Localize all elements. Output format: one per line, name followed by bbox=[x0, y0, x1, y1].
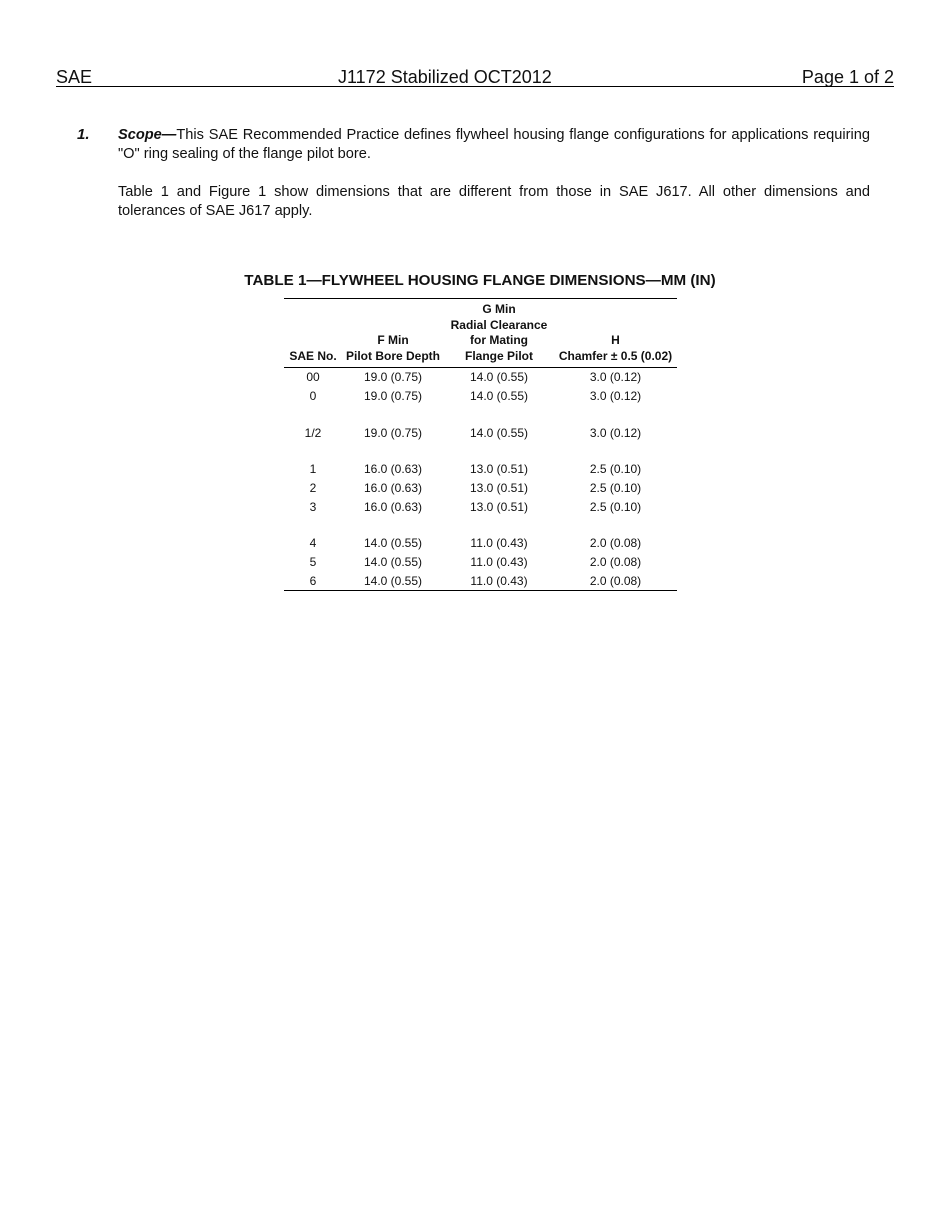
cell-g-min: 13.0 (0.51) bbox=[469, 499, 529, 514]
cell-sae-no: 00 bbox=[306, 370, 320, 385]
cell-f-min: 14.0 (0.55) bbox=[363, 536, 423, 551]
cell-h-chamfer: 2.5 (0.10) bbox=[589, 499, 642, 514]
table-row bbox=[284, 497, 677, 516]
cell-f-min: 16.0 (0.63) bbox=[363, 481, 423, 496]
table-row bbox=[284, 405, 677, 442]
col-header-h-chamfer bbox=[554, 299, 677, 368]
scope-text: This SAE Recommended Practice defines flywheel housing flange configurations for applications requiring "O" ring sealing of the flange pilot bore. bbox=[118, 127, 870, 162]
cell-sae-no: 6 bbox=[284, 572, 342, 591]
cell-sae-no: 1 bbox=[309, 462, 317, 477]
reference-paragraph: Table 1 and Figure 1 show dimensions that are different from those in SAE J617. All other dimensions and tolerances of SAE J617 apply. bbox=[118, 184, 870, 219]
cell-h-chamfer: 2.0 (0.08) bbox=[554, 572, 677, 591]
dimensions-table bbox=[284, 298, 677, 591]
cell-g-min: 14.0 (0.55) bbox=[469, 389, 529, 404]
col-header-line: for Mating bbox=[470, 333, 528, 347]
cell-f-min: 19.0 (0.75) bbox=[363, 425, 423, 440]
cell-g-min: 11.0 (0.43) bbox=[470, 536, 528, 551]
table-row bbox=[284, 516, 677, 553]
table-row bbox=[284, 553, 677, 572]
col-header-line: SAE No. bbox=[289, 348, 337, 363]
cell-sae-no: 4 bbox=[309, 536, 317, 551]
cell-sae-no: 0 bbox=[309, 389, 317, 404]
table-title: TABLE 1—FLYWHEEL HOUSING FLANGE DIMENSIONS—MM (IN) bbox=[244, 272, 716, 289]
cell-f-min: 19.0 (0.75) bbox=[363, 370, 423, 385]
cell-f-min: 14.0 (0.55) bbox=[363, 555, 423, 570]
cell-h-chamfer: 3.0 (0.12) bbox=[589, 370, 642, 385]
col-header-line: H bbox=[611, 333, 620, 347]
header-doc-id: J1172 Stabilized OCT2012 bbox=[338, 67, 552, 87]
col-header-g-min bbox=[444, 299, 554, 368]
cell-g-min: 11.0 (0.43) bbox=[444, 572, 554, 591]
cell-f-min: 16.0 (0.63) bbox=[363, 462, 423, 477]
header-rule bbox=[56, 86, 894, 87]
col-header-line: Chamfer ± 0.5 (0.02) bbox=[558, 348, 673, 363]
cell-h-chamfer: 3.0 (0.12) bbox=[589, 425, 642, 440]
cell-f-min: 14.0 (0.55) bbox=[342, 572, 444, 591]
table-row bbox=[284, 479, 677, 498]
cell-sae-no: 1/2 bbox=[304, 425, 322, 440]
col-header-line: Flange Pilot bbox=[464, 348, 533, 363]
cell-sae-no: 5 bbox=[309, 555, 317, 570]
cell-g-min: 13.0 (0.51) bbox=[469, 481, 529, 496]
cell-g-min: 11.0 (0.43) bbox=[470, 555, 528, 570]
cell-f-min: 19.0 (0.75) bbox=[363, 389, 423, 404]
col-header-line: G Min bbox=[482, 302, 516, 316]
header-org: SAE bbox=[56, 67, 93, 87]
col-header-line: Radial Clearance bbox=[450, 317, 548, 332]
cell-h-chamfer: 2.0 (0.08) bbox=[589, 555, 642, 570]
cell-h-chamfer: 2.0 (0.08) bbox=[589, 536, 642, 551]
cell-h-chamfer: 2.5 (0.10) bbox=[589, 462, 642, 477]
cell-f-min: 16.0 (0.63) bbox=[363, 499, 423, 514]
col-header-line: F Min bbox=[377, 333, 409, 347]
cell-sae-no: 3 bbox=[309, 499, 317, 514]
table-row bbox=[284, 572, 677, 591]
header-page-number: Page 1 of 2 bbox=[801, 67, 894, 87]
scope-paragraph bbox=[118, 126, 870, 164]
cell-g-min: 13.0 (0.51) bbox=[469, 462, 529, 477]
cell-sae-no: 2 bbox=[309, 481, 317, 496]
col-header-line: Pilot Bore Depth bbox=[345, 348, 440, 363]
cell-h-chamfer: 2.5 (0.10) bbox=[589, 481, 642, 496]
cell-g-min: 14.0 (0.55) bbox=[469, 425, 529, 440]
cell-g-min: 14.0 (0.55) bbox=[469, 370, 529, 385]
table-row bbox=[284, 368, 677, 387]
table-row bbox=[284, 387, 677, 406]
table-row bbox=[284, 442, 677, 479]
cell-h-chamfer: 3.0 (0.12) bbox=[589, 389, 642, 404]
section-number: 1. bbox=[77, 126, 90, 143]
col-header-sae-no bbox=[284, 299, 342, 368]
col-header-f-min bbox=[342, 299, 444, 368]
scope-label: Scope— bbox=[118, 127, 177, 143]
